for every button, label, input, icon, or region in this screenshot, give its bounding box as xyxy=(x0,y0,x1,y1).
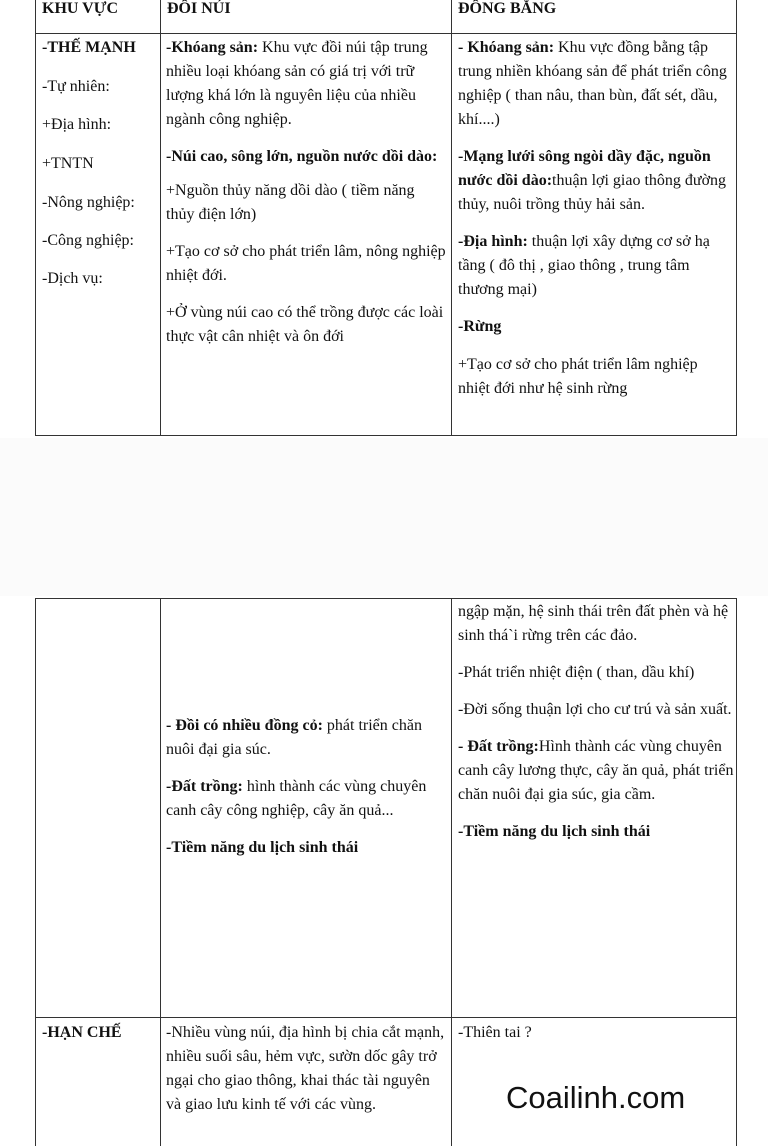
dong-bang-du-lich: -Tiềm năng du lịch sinh thái xyxy=(458,823,651,840)
page-break-gap xyxy=(0,438,768,596)
doi-nui-thuy-nang: +Nguồn thủy năng dồi dào ( tiềm năng thủy điện lớn) xyxy=(166,182,415,223)
label-dich-vu: -Dịch vụ: xyxy=(42,270,103,287)
region-labels xyxy=(42,36,158,291)
dong-bang-doi-song: -Đời sống thuận lợi cho cư trú và sản xuất. xyxy=(458,701,732,718)
table2-border-right xyxy=(736,598,737,1146)
label-tu-nhien: -Tự nhiên: xyxy=(42,78,110,95)
label-dia-hinh: +Địa hình: xyxy=(42,116,112,133)
doi-nui-strengths xyxy=(166,36,446,362)
header-khu-vuc: KHU VỰC xyxy=(42,0,118,17)
doi-nui-han-che: -Nhiều vùng núi, địa hình bị chia cắt mạnh, nhiều suối sâu, hẻm vực, sườn dốc gây trở ngại cho giao thông, khai thác tài nguyên và giao lưu kinh tế với các vùng. xyxy=(166,1024,445,1113)
dong-bang-lam-nghiep: +Tạo cơ sở cho phát triển lâm nghiệp nhiệt đới như hệ sinh rừng xyxy=(458,356,698,397)
table1-border-bottom xyxy=(35,435,737,436)
label-nong-nghiep: -Nông nghiệp: xyxy=(42,194,135,211)
dong-bang-rung: -Rừng xyxy=(458,318,502,335)
dong-bang-nhiet-dien: -Phát triển nhiệt điện ( than, dầu khí) xyxy=(458,664,695,681)
dong-bang-song-ngoi: -Mạng lưới sông ngòi dầy đặc, nguồn nước dồi dào:thuận lợi giao thông đường thủy, nuôi trồng thủy hải sản. xyxy=(458,148,727,213)
label-the-manh: -THẾ MẠNH xyxy=(42,39,136,56)
doi-nui-song-nuoc: -Núi cao, sông lớn, nguồn nước dồi dào: xyxy=(166,148,438,165)
doi-nui-vung-nui-cao: +Ở vùng núi cao có thể trồng được các loài thực vật cân nhiệt và ôn đới xyxy=(166,304,444,345)
table1-border-col3 xyxy=(451,0,452,436)
table1-border-left xyxy=(35,0,36,436)
doi-nui-dong-co: - Đồi có nhiều đồng cỏ: phát triển chăn nuôi đại gia súc. xyxy=(166,717,422,758)
dong-bang-dia-hinh: -Địa hình: thuận lợi xây dựng cơ sở hạ tầng ( đô thị , giao thông , trung tâm thương mại) xyxy=(458,233,710,298)
dong-bang-khoang-san: - Khóang sản: Khu vực đồng bằng tập trung nhiền khóang sản để phát triển công nghiệp ( than nâu, than bùn, đất sét, dầu, khí....) xyxy=(458,39,727,128)
dong-bang-dat-trong: - Đất trồng:Hình thành các vùng chuyên canh cây lương thực, cây ăn quả, phát triển chăn nuôi đại gia súc, gia cầm. xyxy=(458,738,734,803)
table2-border-col3 xyxy=(451,598,452,1146)
header-dong-bang: ĐỒNG BẰNG xyxy=(458,0,557,17)
table2-border-col2 xyxy=(160,598,161,1146)
table2-border-top xyxy=(35,598,737,599)
dong-bang-han-che: -Thiên tai ? xyxy=(458,1024,532,1041)
table1-border-col2 xyxy=(160,0,161,436)
table2-row-divider xyxy=(35,1017,737,1018)
site-watermark: Coailinh.com xyxy=(506,1080,686,1115)
doi-nui-dat-trong: -Đất trồng: hình thành các vùng chuyên canh cây công nghiệp, cây ăn quả... xyxy=(166,778,427,819)
doi-nui-lam-nong-nghiep: +Tạo cơ sở cho phát triển lâm, nông nghiệp nhiệt đới. xyxy=(166,243,446,284)
doi-nui-strengths-cont xyxy=(166,714,448,873)
table1-border-right xyxy=(736,0,737,436)
label-cong-nghiep: -Công nghiệp: xyxy=(42,232,134,249)
table1-header-divider xyxy=(35,33,737,34)
table2-border-left xyxy=(35,598,36,1146)
dong-bang-strengths xyxy=(458,36,732,414)
doi-nui-khoang-san: -Khóang sản: Khu vực đồi núi tập trung nhiều loại khóang sản có giá trị với trữ lượng khá lớn là nguyên liệu của nhiều ngành công nghiệp. xyxy=(166,39,428,128)
dong-bang-ngap-man: ngập mặn, hệ sinh thái trên đất phèn và hệ sinh thá`i rừng trên các đảo. xyxy=(458,603,729,644)
doi-nui-du-lich: -Tiềm năng du lịch sinh thái xyxy=(166,839,359,856)
label-han-che: -HẠN CHẾ xyxy=(42,1024,122,1041)
header-doi-nui: ĐỒI NÚI xyxy=(167,0,231,17)
label-tntn: +TNTN xyxy=(42,155,94,172)
dong-bang-strengths-cont xyxy=(458,600,734,857)
